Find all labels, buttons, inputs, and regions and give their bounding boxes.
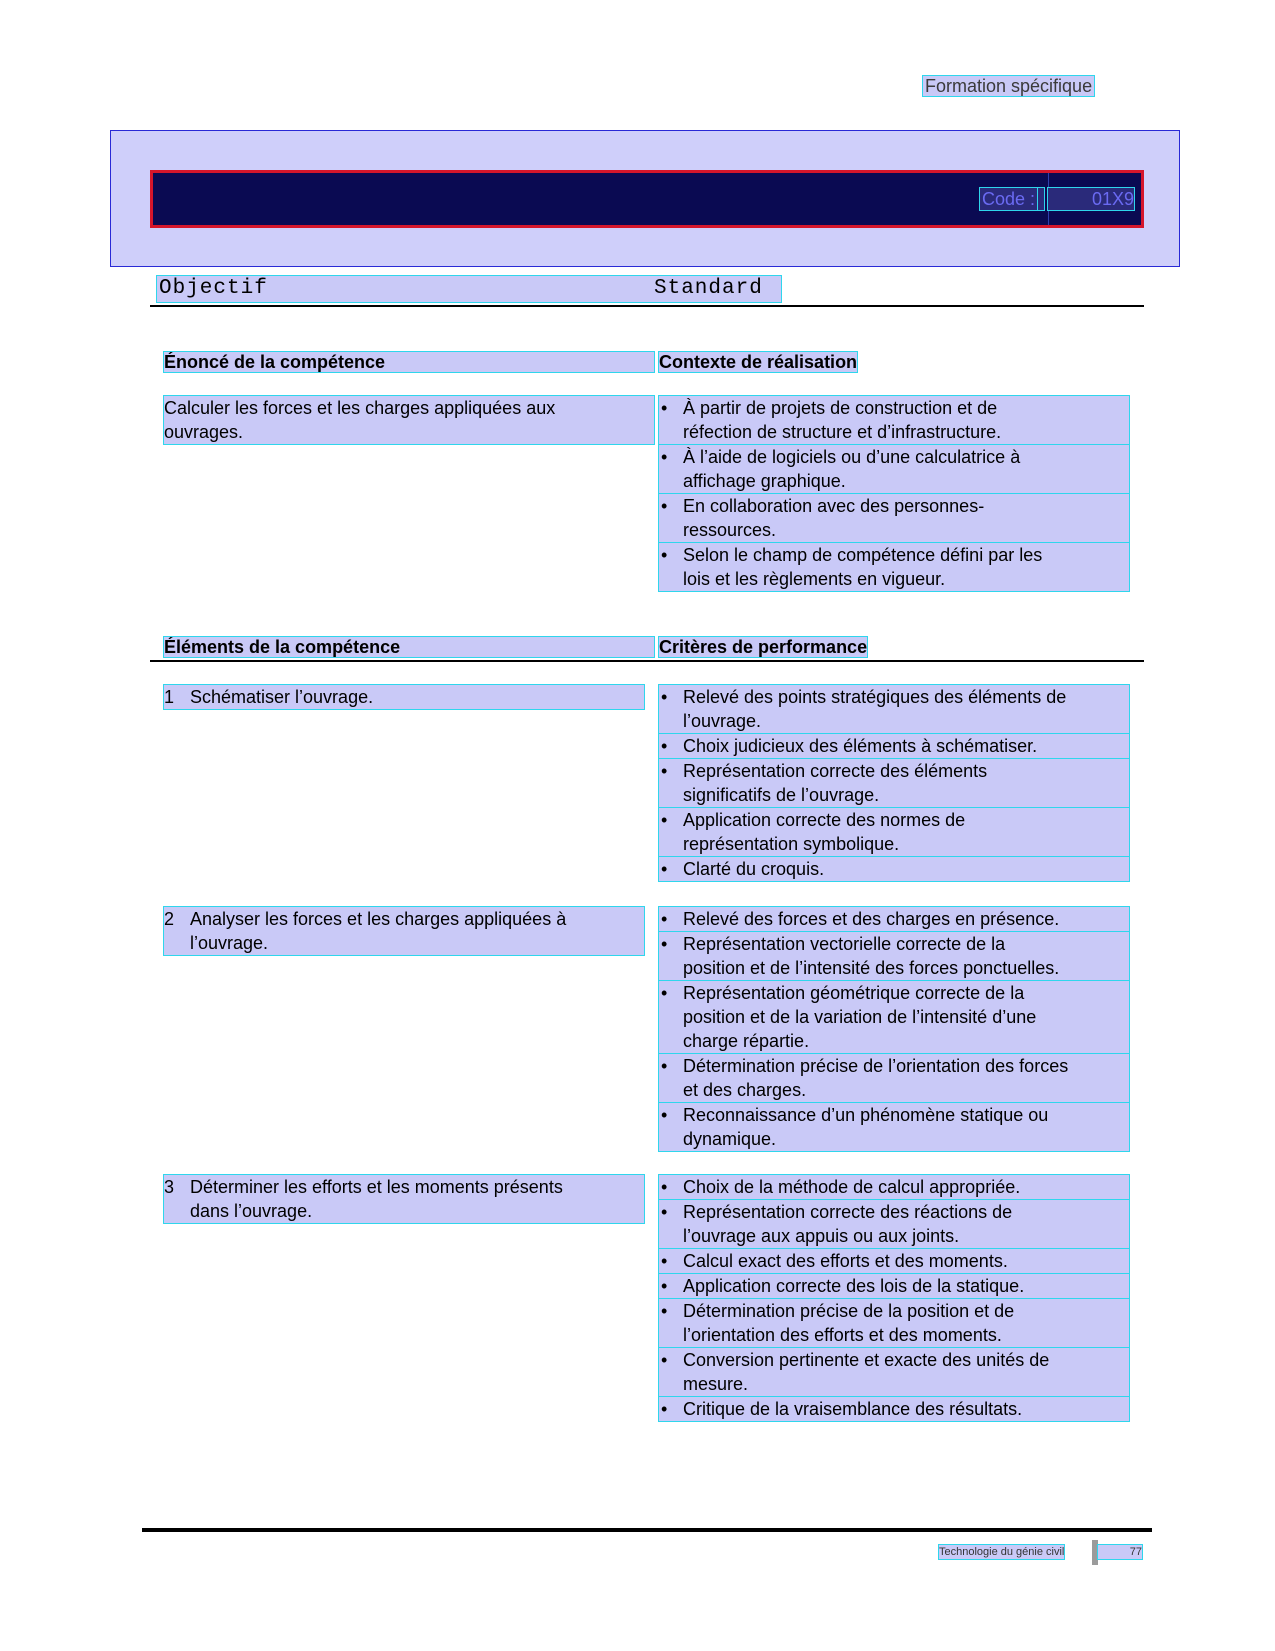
list-item: • Calcul exact des efforts et des moments. xyxy=(659,1249,1129,1273)
element-item: 2 Analyser les forces et les charges appliquées à l’ouvrage. xyxy=(164,907,644,955)
list-item: • Relevé des points stratégiques des éléments de l’ouvrage. xyxy=(659,685,1129,733)
list-item: • Choix de la méthode de calcul appropriée. xyxy=(659,1175,1129,1199)
bullet-icon: • xyxy=(661,1202,668,1222)
element-item: 1 Schématiser l’ouvrage. xyxy=(164,685,644,709)
objectif-standard-row xyxy=(157,276,781,302)
list-item: • Reconnaissance d’un phénomène statique ou dynamique. xyxy=(659,1103,1129,1151)
objectif-heading: Objectif xyxy=(159,277,268,300)
section-rule xyxy=(150,305,1144,307)
element-number: 3 xyxy=(164,1177,175,1197)
list-item: • Conversion pertinente et exacte des unités de mesure. xyxy=(659,1348,1129,1396)
contexte-heading: Contexte de réalisation xyxy=(659,352,858,372)
list-item: • Représentation géométrique correcte de la position et de la variation de l’intensité d’une charge répartie. xyxy=(659,981,1129,1053)
list-item: • Représentation correcte des éléments significatifs de l’ouvrage. xyxy=(659,759,1129,807)
page-number: 77 xyxy=(1098,1545,1142,1559)
bullet-icon: • xyxy=(661,1251,668,1271)
document-section-label: Formation spécifique xyxy=(925,76,1093,96)
list-item: • Relevé des forces et des charges en présence. xyxy=(659,907,1129,931)
bullet-icon: • xyxy=(661,1105,668,1125)
bullet-icon: • xyxy=(661,1301,668,1321)
element-number: 1 xyxy=(164,687,175,707)
bullet-icon: • xyxy=(661,761,668,781)
enonce-heading: Énoncé de la compétence xyxy=(164,352,654,372)
list-item: • Clarté du croquis. xyxy=(659,857,1129,881)
list-item: • En collaboration avec des personnes- ressources. xyxy=(659,494,1129,542)
bullet-icon: • xyxy=(661,983,668,1003)
standard-heading: Standard xyxy=(654,277,763,300)
bullet-icon: • xyxy=(661,398,668,418)
element-item: 3 Déterminer les efforts et les moments présents dans l’ouvrage. xyxy=(164,1175,644,1223)
footer-program-name: Technologie du génie civil xyxy=(939,1546,1065,1558)
list-item: • Selon le champ de compétence défini par les lois et les règlements en vigueur. xyxy=(659,543,1129,591)
bullet-icon: • xyxy=(661,1276,668,1296)
bullet-icon: • xyxy=(661,736,668,756)
element-number: 2 xyxy=(164,909,175,929)
criteria-list-1 xyxy=(659,685,1129,882)
list-item: • Représentation correcte des réactions de l’ouvrage aux appuis ou aux joints. xyxy=(659,1200,1129,1248)
list-item: • Représentation vectorielle correcte de la position et de l’intensité des forces ponctuelles. xyxy=(659,932,1129,980)
list-item: • Application correcte des normes de représentation symbolique. xyxy=(659,808,1129,856)
criteres-heading: Critères de performance xyxy=(659,637,868,657)
contexte-list xyxy=(659,396,1129,592)
list-item: • À l’aide de logiciels ou d’une calculatrice à affichage graphique. xyxy=(659,445,1129,493)
list-item: • Application correcte des lois de la statique. xyxy=(659,1274,1129,1298)
bullet-icon: • xyxy=(661,545,668,565)
bullet-icon: • xyxy=(661,859,668,879)
bullet-icon: • xyxy=(661,810,668,830)
enonce-line: Calculer les forces et les charges appliquées aux xyxy=(164,398,556,418)
enonce-text xyxy=(164,396,654,444)
list-item: • Détermination précise de l’orientation des forces et des charges. xyxy=(659,1054,1129,1102)
bullet-icon: • xyxy=(661,447,668,467)
bullet-icon: • xyxy=(661,687,668,707)
bullet-icon: • xyxy=(661,496,668,516)
list-item: • À partir de projets de construction et de réfection de structure et d’infrastructure. xyxy=(659,396,1129,444)
section-rule xyxy=(150,660,1144,662)
elements-heading: Éléments de la compétence xyxy=(164,637,654,657)
bullet-icon: • xyxy=(661,1399,668,1419)
bullet-icon: • xyxy=(661,934,668,954)
code-separator xyxy=(1038,188,1044,210)
list-item: • Détermination précise de la position et de l’orientation des efforts et des moments. xyxy=(659,1299,1129,1347)
list-item: • Critique de la vraisemblance des résultats. xyxy=(659,1397,1129,1421)
footer-rule xyxy=(142,1528,1152,1532)
bullet-icon: • xyxy=(661,1350,668,1370)
criteria-list-2 xyxy=(659,907,1129,1152)
criteria-list-3 xyxy=(659,1175,1129,1422)
bullet-icon: • xyxy=(661,1056,668,1076)
list-item: • Choix judicieux des éléments à schématiser. xyxy=(659,734,1129,758)
code-label: Code : xyxy=(982,189,1036,209)
bullet-icon: • xyxy=(661,1177,668,1197)
enonce-line: ouvrages. xyxy=(164,422,244,442)
code-value: 01X9 xyxy=(1048,188,1134,210)
bullet-icon: • xyxy=(661,909,668,929)
